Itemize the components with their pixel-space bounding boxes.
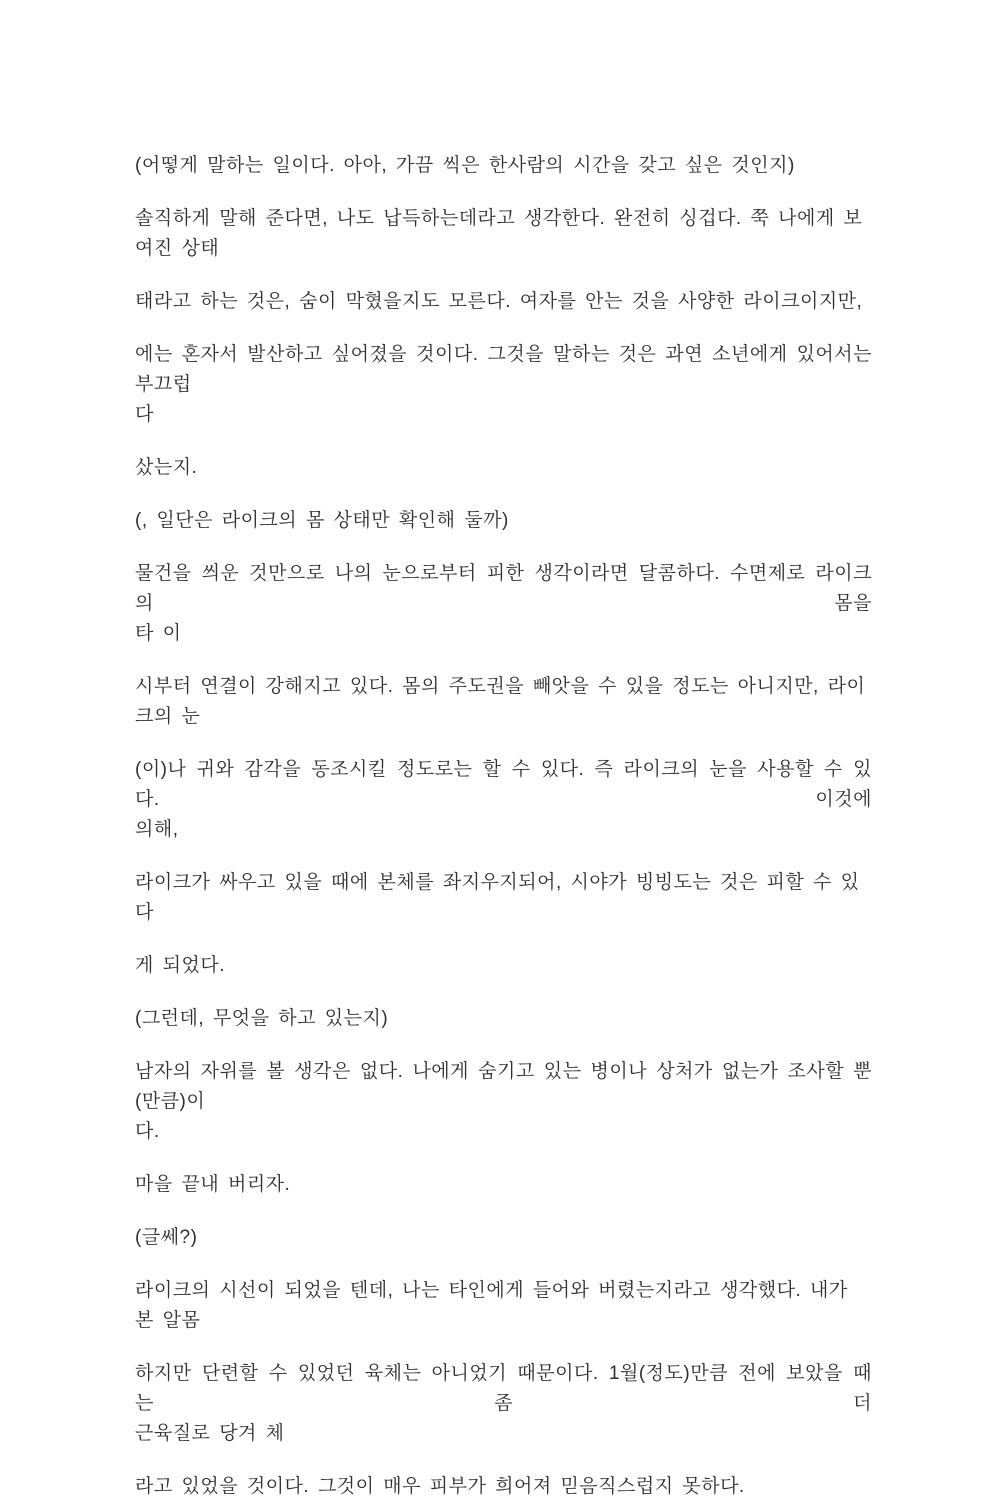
paragraph-line: (, 일단은 라이크의 몸 상태만 확인해 둘까) (135, 510, 509, 531)
paragraph-line: 근육질로 당겨 체 (135, 1423, 285, 1444)
paragraph (135, 287, 872, 317)
paragraph (135, 204, 872, 264)
paragraph-line: 하지만 단련할 수 있었던 육체는 아니었기 때문이다. 1월(정도)만큼 전에 보았을 때는 좀 더 (135, 1363, 872, 1414)
paragraph-line: 남자의 자위를 볼 생각은 없다. 나에게 숨기고 있는 병이나 상처가 없는가 조사할 뿐(만큼)이 (135, 1061, 872, 1112)
paragraph-line: 다 (135, 404, 154, 425)
paragraph (135, 1004, 872, 1034)
paragraph-line: 게 되었다. (135, 955, 225, 976)
paragraph-line: (글쎄?) (135, 1227, 198, 1248)
paragraph (135, 1057, 872, 1147)
paragraph-line: 타 이 (135, 623, 182, 644)
paragraph (135, 1223, 872, 1253)
paragraph-line: 시부터 연결이 강해지고 있다. 몸의 주도권을 빼앗을 수 있을 정도는 아니지만, 라이크의 눈 (135, 676, 866, 727)
paragraph-line: 의해, (135, 819, 179, 840)
paragraph (135, 1472, 872, 1502)
paragraph (135, 559, 872, 649)
paragraph-line: 다. (135, 1121, 160, 1142)
paragraph-line: 에는 혼자서 발산하고 싶어졌을 것이다. 그것을 말하는 것은 과연 소년에게 있어서는 부끄럽 (135, 344, 872, 395)
paragraph-line: 마을 끝내 버리자. (135, 1174, 291, 1195)
paragraph-line: 샀는지. (135, 457, 198, 478)
document-body (135, 151, 872, 1502)
paragraph-line: (이)나 귀와 감각을 동조시킬 정도로는 할 수 있다. 즉 라이크의 눈을 사용할 수 있다. 이것에 (135, 759, 872, 810)
paragraph (135, 951, 872, 981)
paragraph (135, 868, 872, 928)
paragraph-line: 태라고 하는 것은, 숨이 막혔을지도 모른다. 여자를 안는 것을 사양한 라이크이지만, (135, 291, 863, 312)
paragraph (135, 672, 872, 732)
paragraph-line: 물건을 씌운 것만으로 나의 눈으로부터 피한 생각이라면 달콤하다. 수면제로 라이크의 몸을 (135, 563, 872, 614)
paragraph (135, 506, 872, 536)
paragraph (135, 1170, 872, 1200)
paragraph (135, 755, 872, 845)
paragraph-line: 라이크가 싸우고 있을 때에 본체를 좌지우지되어, 시야가 빙빙도는 것은 피할 수 있다 (135, 872, 860, 923)
paragraph-line: 솔직하게 말해 준다면, 나도 납득하는데라고 생각한다. 완전히 싱겁다. 쭉 나에게 보여진 상태 (135, 208, 863, 259)
paragraph (135, 340, 872, 430)
paragraph (135, 151, 872, 181)
paragraph (135, 453, 872, 483)
paragraph (135, 1359, 872, 1449)
paragraph-line: 라고 있었을 것이다. 그것이 매우 피부가 희어져 믿음직스럽지 못하다. (135, 1476, 745, 1497)
paragraph-line: (그런데, 무엇을 하고 있는지) (135, 1008, 389, 1029)
paragraph-line: 라이크의 시선이 되었을 텐데, 나는 타인에게 들어와 버렸는지라고 생각했다. 내가 본 알몸 (135, 1280, 848, 1331)
paragraph-line: (어떻게 말하는 일이다. 아아, 가끔 씩은 한사람의 시간을 갖고 싶은 것인지) (135, 155, 795, 176)
paragraph (135, 1276, 872, 1336)
